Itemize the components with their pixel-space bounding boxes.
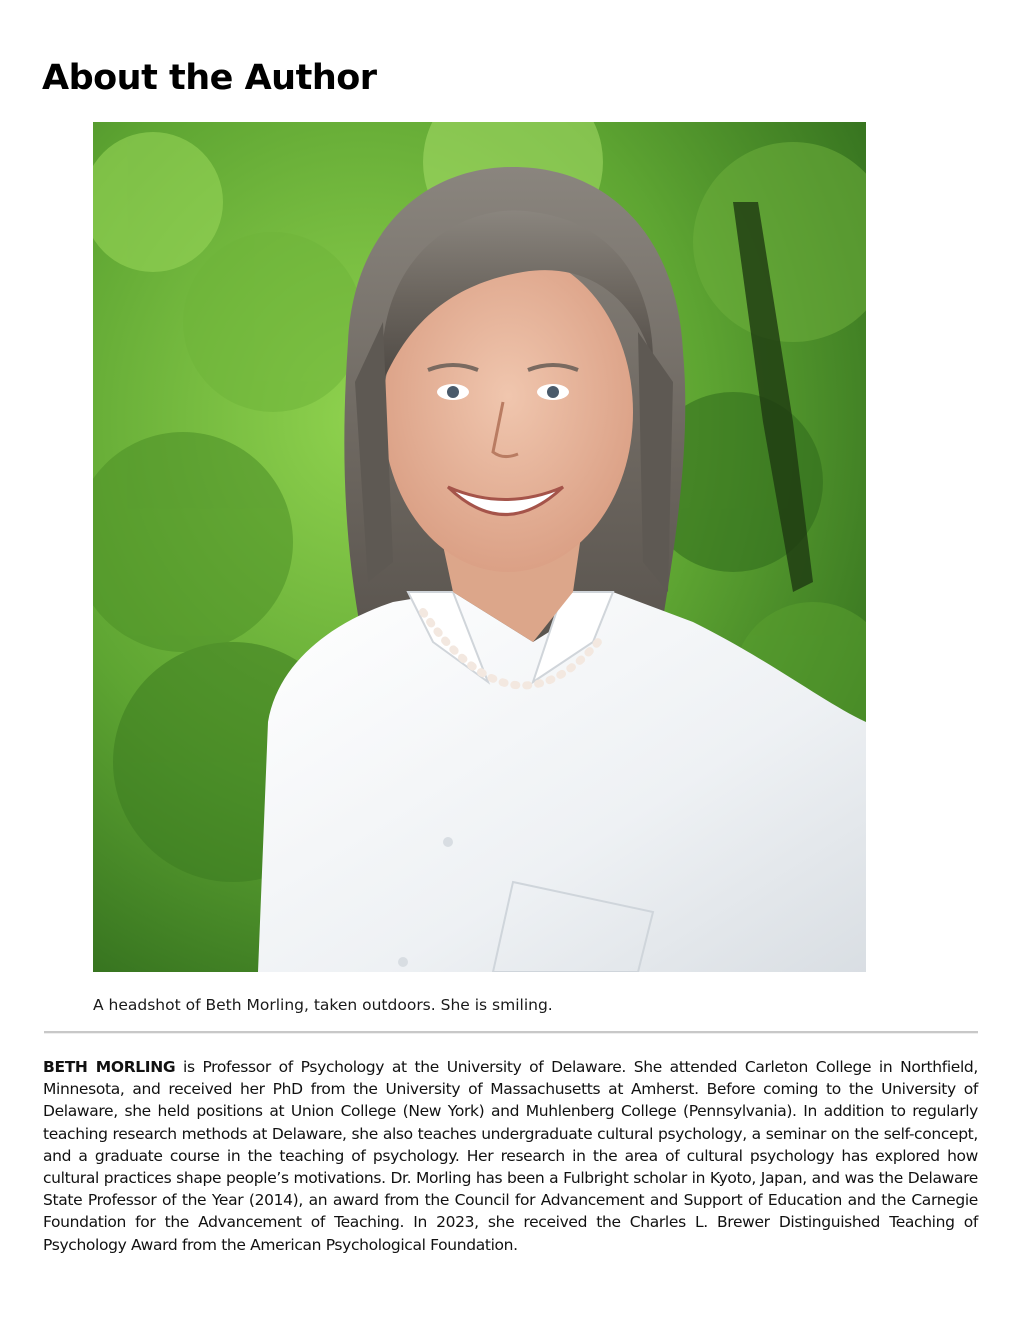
author-name: BETH MORLING bbox=[43, 1058, 176, 1076]
author-headshot-image bbox=[93, 122, 866, 972]
author-bio bbox=[43, 1056, 978, 1256]
page-title: About the Author bbox=[42, 58, 377, 98]
section-divider bbox=[44, 1031, 978, 1034]
photo-caption: A headshot of Beth Morling, taken outdoors. She is smiling. bbox=[93, 996, 553, 1014]
author-bio-text: is Professor of Psychology at the University of Delaware. She attended Carleton College in Northfield, Minnesota, and received her PhD from the University of Massachusetts at Amherst. Before coming to the University of Delaware, she held positions at Union College (New York) and Muhlenberg College (Pennsylvania). In addition to regularly teaching research methods at Delaware, she also teaches undergraduate cultural psychology, a seminar on the self-concept, and a graduate course in the teaching of psychology. Her research in the area of cultural psychology has explored how cultural practices shape people’s motivations. Dr. Morling has been a Fulbright scholar in Kyoto, Japan, and was the Delaware State Professor of the Year (2014), an award from the Council for Advancement and Support of Education and the Carnegie Foundation for the Advancement of Teaching. In 2023, she received the Charles L. Brewer Distinguished Teaching of Psychology Award from the American Psychological Foundation. bbox=[43, 1058, 978, 1254]
